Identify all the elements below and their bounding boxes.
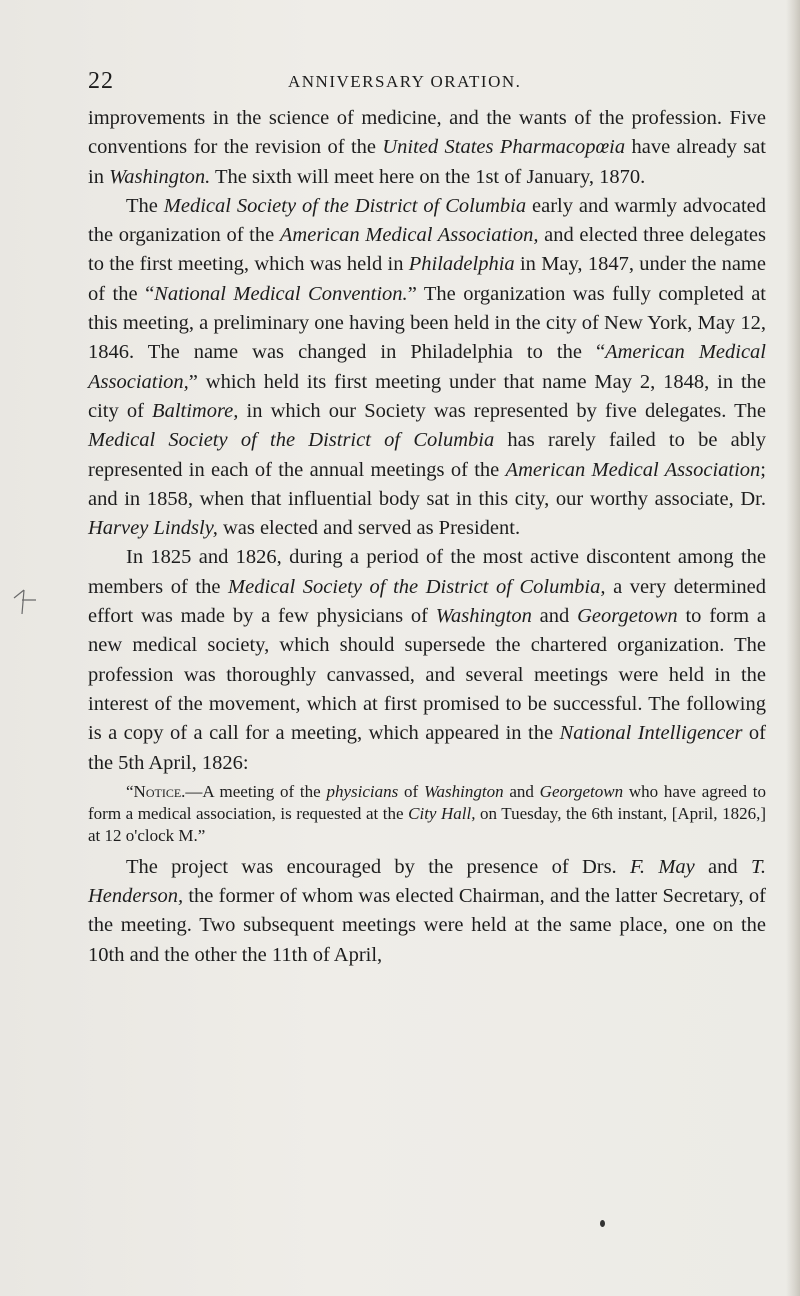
notice-quotation: [88, 781, 766, 847]
text-run: and: [503, 781, 540, 801]
italic-run: T. Henderson,: [88, 855, 766, 908]
italic-run: United States Pharmacopœia: [382, 136, 626, 159]
italic-run: National Intelligencer: [559, 722, 743, 745]
text-run: on Tuesday, the 6th instant, [April, 1826,] at 12 o'clock M.”: [88, 803, 766, 845]
text-run: In 1825 and 1826, during a period of the most active discontent among the members of the: [88, 546, 766, 598]
ink-speck: [600, 1220, 605, 1227]
text-run: The: [126, 194, 164, 217]
italic-run: F. May: [630, 855, 695, 878]
text-run: The project was encouraged by the presence of Drs.: [126, 855, 630, 878]
italic-run: Baltimore,: [152, 399, 239, 422]
italic-run: American Medical Association,: [88, 341, 766, 393]
italic-run: Harvey Lindsly,: [88, 517, 218, 540]
text-run: has rarely failed to be ably represented in each of the annual meetings of the: [88, 429, 766, 481]
italic-run: Washington: [423, 781, 504, 801]
text-run: ” The organization was fully completed at this meeting, a preliminary one having been held in the city of New York, May 12, 1846. The name was changed in Philadelphia to the “: [88, 282, 766, 364]
italic-run: American Medical Association: [505, 458, 761, 481]
text-run: early and warmly advocated the organization of the: [88, 194, 767, 247]
paragraph-4: [88, 853, 766, 970]
page-edge-shadow: [786, 0, 800, 1296]
italic-run: American Medical Association,: [279, 224, 539, 247]
text-run: ” which held its first meeting under that name May 2, 1848, in the city of: [88, 370, 766, 422]
text-run: and: [694, 855, 751, 878]
text-run: in May, 1847, under the name of the “: [88, 253, 766, 305]
italic-run: Georgetown: [539, 781, 624, 801]
page-header: [88, 68, 728, 98]
italic-run: Georgetown: [577, 605, 678, 628]
text-run: of: [398, 781, 424, 801]
text-run: and elected three delegates to the first meeting, which was held in: [88, 224, 767, 276]
italic-run: physicians: [326, 781, 399, 801]
page-number: 22: [88, 68, 114, 94]
text-run: —A meeting of the: [185, 781, 327, 801]
italic-run: City Hall,: [408, 803, 476, 823]
text-run: improvements in the science of medicine, and the wants of the profession. Five conventions for the revision of the: [88, 107, 766, 159]
text-run: and: [531, 605, 578, 628]
paragraph-3: [88, 543, 766, 777]
italic-run: Washington: [435, 605, 532, 628]
text-run: to form a new medical society, which should supersede the chartered organization. The profession was thoroughly canvassed, and several meetings were held in the interest of the movement, which at first promised to be successful. The following is a copy of a call for a meeting, which appeared in the: [88, 605, 766, 745]
italic-run: National Medical Convention.: [154, 282, 408, 305]
italic-run: Medical Society of the District of Columbia: [88, 429, 495, 452]
italic-run: Medical Society of the District of Columbia: [163, 194, 527, 217]
italic-run: Washington.: [109, 165, 211, 188]
text-run: who have agreed to form a medical association, is requested at the: [88, 781, 767, 823]
smallcaps-run: “Notice.: [126, 781, 186, 801]
italic-run: Philadelphia: [408, 253, 515, 276]
text-run: The sixth will meet here on the 1st of January, 1870.: [210, 165, 646, 188]
text-run: in which our Society was represented by five delegates. The: [238, 399, 766, 422]
text-run: was elected and served as President.: [217, 517, 521, 540]
text-run: have already sat in: [88, 136, 766, 188]
text-run: of the 5th April, 1826:: [88, 722, 766, 774]
text-run: the former of whom was elected Chairman, and the latter Secretary, of the meeting. Two subsequent meetings were held at the same place, one on the 10th and the other the 11th of April,: [88, 885, 766, 966]
paragraph-2: [88, 192, 766, 544]
text-run: ; and in 1858, when that influential body sat in this city, our worthy associate, Dr.: [88, 458, 766, 510]
italic-run: Medical Society of the District of Columbia,: [228, 575, 606, 598]
paragraph-1: [88, 104, 766, 192]
body-text: [88, 104, 766, 970]
running-head: ANNIVERSARY ORATION.: [288, 72, 522, 91]
text-run: a very determined effort was made by a few physicians of: [88, 575, 767, 628]
margin-pencil-mark: [10, 580, 40, 620]
